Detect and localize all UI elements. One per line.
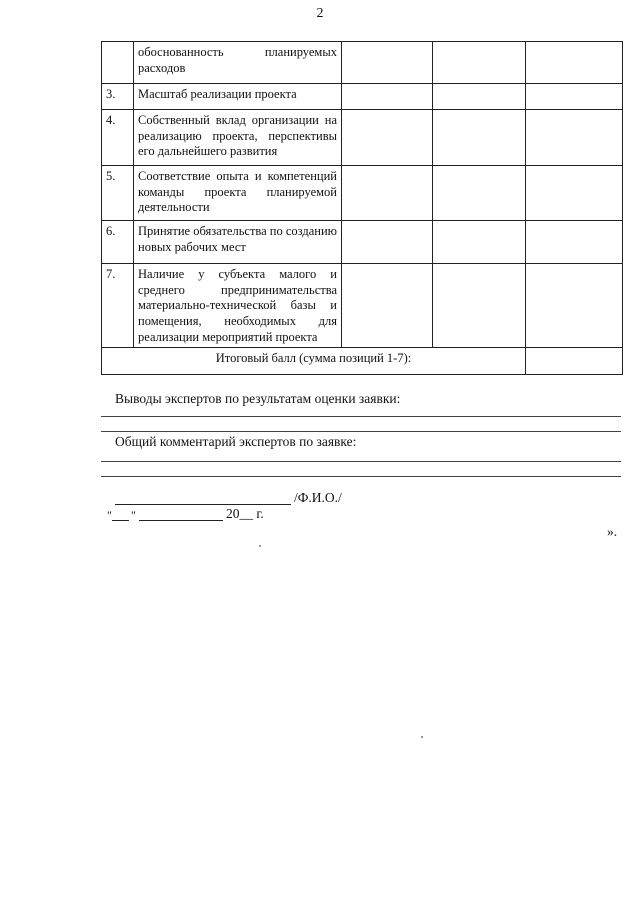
score-cell bbox=[433, 166, 526, 221]
table-row bbox=[102, 264, 623, 348]
page-number: 2 bbox=[316, 6, 324, 21]
total-score-label: Итоговый балл (сумма позиций 1-7): bbox=[102, 348, 526, 375]
criterion-cell: обоснованность планируемых расходов bbox=[134, 42, 342, 84]
conclusions-label: Выводы экспертов по результатам оценки заявки: bbox=[115, 391, 401, 406]
criterion-cell: Собственный вклад организации на реализацию проекта, перспективы его дальнейшего развития bbox=[134, 110, 342, 166]
criterion-cell: Принятие обязательства по созданию новых рабочих мест bbox=[134, 221, 342, 264]
criterion-cell: Соответствие опыта и компетенций команды проекта планируемой деятельности bbox=[134, 166, 342, 221]
scan-speck bbox=[421, 736, 423, 738]
evaluation-table bbox=[101, 41, 623, 375]
score-cell bbox=[433, 42, 526, 84]
table-row bbox=[102, 110, 623, 166]
date-quote-close: " bbox=[131, 508, 136, 522]
score-cell bbox=[433, 264, 526, 348]
criterion-cell: Масштаб реализации проекта bbox=[134, 84, 342, 110]
date-year: 20__ г. bbox=[226, 506, 264, 521]
score-cell bbox=[342, 221, 433, 264]
score-cell bbox=[342, 84, 433, 110]
total-row bbox=[102, 348, 623, 375]
scan-speck bbox=[259, 545, 261, 547]
score-cell bbox=[433, 221, 526, 264]
score-cell bbox=[342, 42, 433, 84]
date-month-line bbox=[139, 520, 223, 521]
score-cell bbox=[526, 84, 623, 110]
table-row bbox=[102, 84, 623, 110]
conclusions-line bbox=[101, 431, 621, 432]
score-cell bbox=[526, 221, 623, 264]
closing-quote: ». bbox=[607, 524, 618, 539]
score-cell bbox=[526, 42, 623, 84]
row-number bbox=[102, 42, 134, 84]
date-day-line bbox=[112, 520, 129, 521]
signature-line bbox=[115, 504, 291, 505]
score-cell bbox=[526, 166, 623, 221]
table-row bbox=[102, 42, 623, 84]
score-cell bbox=[433, 84, 526, 110]
table-row bbox=[102, 221, 623, 264]
row-number: 3. bbox=[102, 84, 134, 110]
score-cell bbox=[342, 264, 433, 348]
row-number: 7. bbox=[102, 264, 134, 348]
row-number: 4. bbox=[102, 110, 134, 166]
signature-label: /Ф.И.О./ bbox=[294, 490, 342, 505]
score-cell bbox=[526, 110, 623, 166]
row-number: 5. bbox=[102, 166, 134, 221]
conclusions-line bbox=[101, 416, 621, 417]
total-score-cell bbox=[526, 348, 623, 375]
comment-line bbox=[101, 476, 621, 477]
score-cell bbox=[526, 264, 623, 348]
criterion-cell: Наличие у субъекта малого и среднего предпринимательства материально-технической базы и помещения, необходимых для реализации мероприятий проекта bbox=[134, 264, 342, 348]
comment-line bbox=[101, 461, 621, 462]
table-row bbox=[102, 166, 623, 221]
row-number: 6. bbox=[102, 221, 134, 264]
score-cell bbox=[433, 110, 526, 166]
score-cell bbox=[342, 110, 433, 166]
score-cell bbox=[342, 166, 433, 221]
comment-label: Общий комментарий экспертов по заявке: bbox=[115, 434, 357, 449]
date-quote-open: " bbox=[107, 508, 112, 522]
